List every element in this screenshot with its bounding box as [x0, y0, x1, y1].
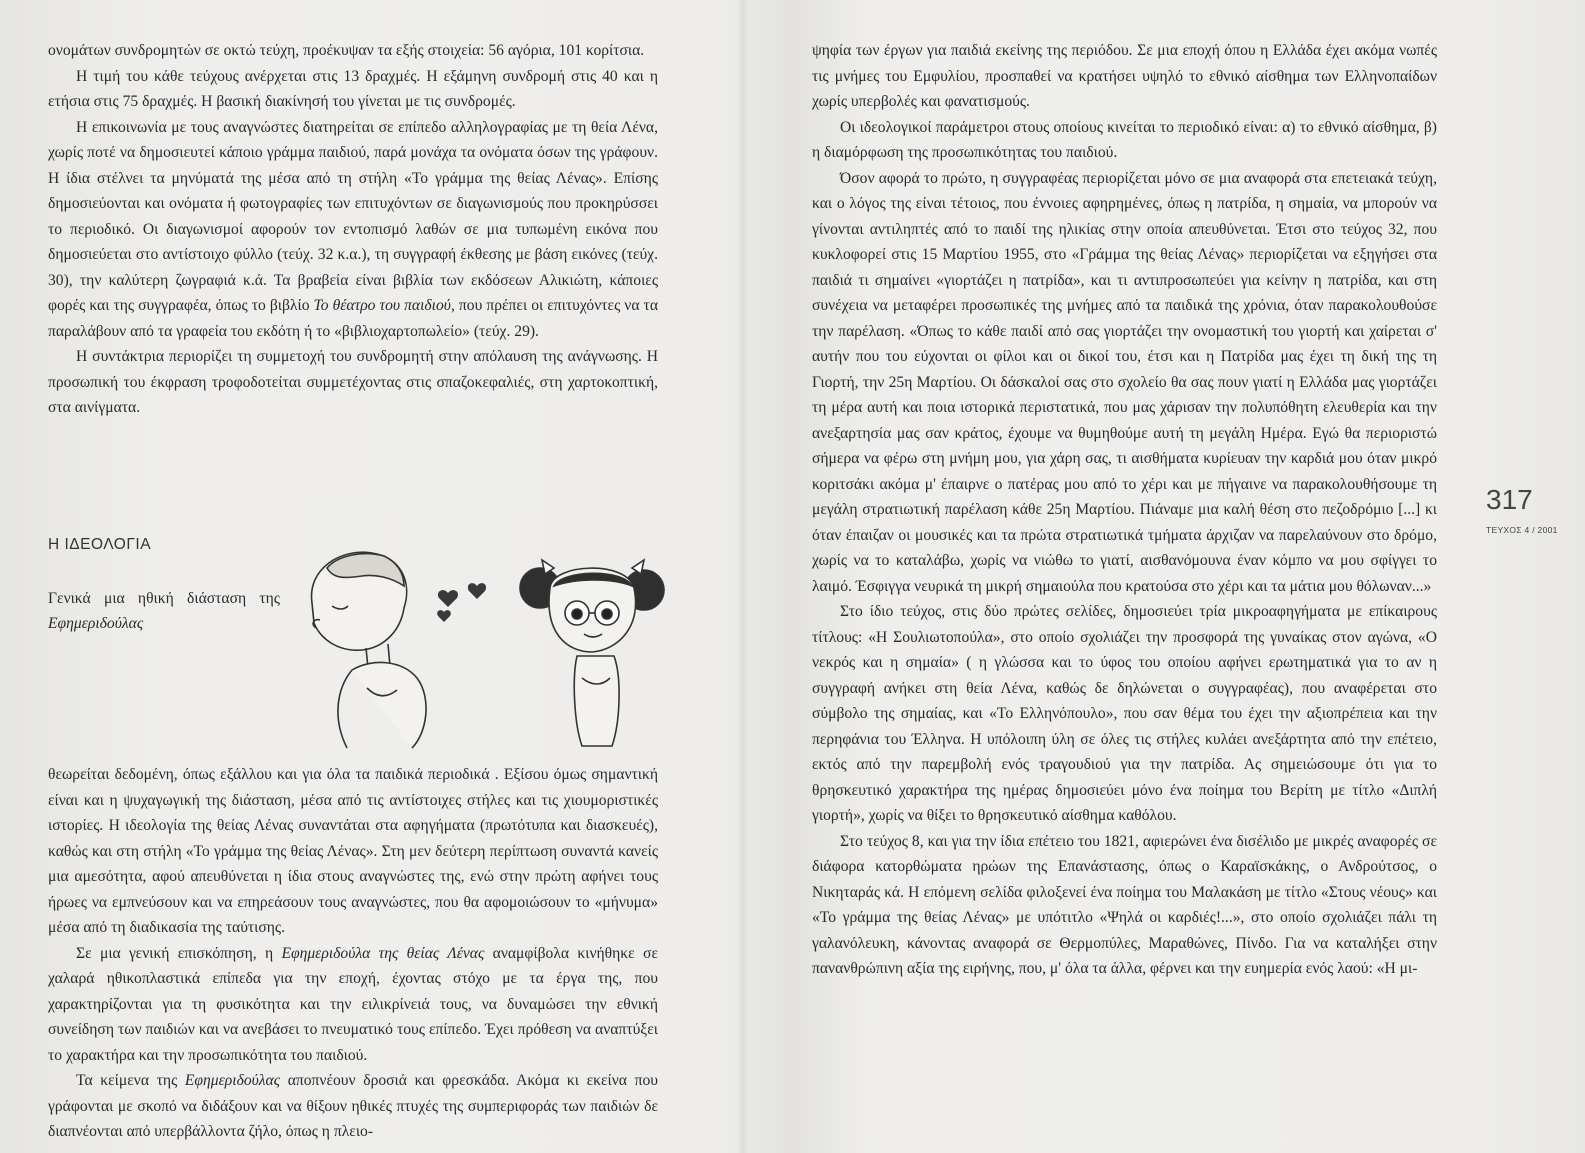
paragraph-continued: θεωρείται δεδομένη, όπως εξάλλου και για όλα τα παιδικά περιοδικά . Εξίσου όμως σημαντική είναι και η ψυχαγωγική της διάσταση, μέσα από τις αντίστοιχες στήλες και τις χιουμοριστικές ιστορίες. Η ιδεολογία της θείας Λένας συναντάται στα αφηγήματα (πρωτότυπα και διασκευές), καθώς και στη στήλη «Το γράμμα της θείας Λένας». Στη μεν δεύτερη περίπτωση συναντά κανείς μια αμεσότητα, αφού απευθύνεται η ίδια στους αναγνώστες της, ενώ στην πρώτη αφήνει τους ήρωες να εμπνεύσουν και να επηρεάσουν τους αναγνώστες, που θα αφομοιώσουν το «μήνυμα» μέσα από τη διαδικασία της ταύτισης.	[48, 766, 658, 936]
paragraph: Η τιμή του κάθε τεύχους ανέρχεται στις 13 δραχμές. Η εξάμηνη συνδρομή στις 40 και η ετήσια στις 75 δραχμές. Η βασική διακίνησή του γίνεται με τις συνδρομές.	[48, 67, 658, 110]
paragraph: ψηφία των έργων για παιδιά εκείνης της περιόδου. Σε μια εποχή όπου η Ελλάδα έχει ακόμα νωπές τις μνήμες του Εμφυλίου, προσπαθεί να κρατήσει υψηλό το εθνικό αίσθημα των Ελληνοπαίδων χωρίς υπερβολές και φανατισμούς.	[812, 42, 1437, 110]
right-column	[812, 38, 1437, 982]
boy-figure	[312, 552, 427, 748]
page-number: 317	[1486, 484, 1533, 515]
section-heading: Η ΙΔΕΟΛΟΓΙΑ	[48, 536, 152, 553]
paragraph: Η επικοινωνία με τους αναγνώστες διατηρείται σε επίπεδο αλληλογραφίας με τη θεία Λένα, χωρίς ποτέ να δημοσιευτεί κάποιο γράμμα παιδιού, παρά μονάχα τα ονόματα όσων της γράφουν. Η ίδια στέλνει τα μηνύματά της μέσα από τη στήλη «Το γράμμα της θείας Λένας». Επίσης δημοσιεύονται και ονόματα ή φωτογραφίες των επιτυχόντων σε διαγωνισμούς που προκηρύσσει το περιοδικό. Οι διαγωνισμοί αφορούν τον εντοπισμό λαθών σε μια τυπωμένη εικόνα που δημοσιεύεται στο αντίστοιχο φύλλο (τεύχ. 32 κ.α.), τη συγγραφή έκθεσης με βάση εικόνες (τεύχ. 30), την καλύτερη ζωγραφιά κ.ά. Τα βραβεία είναι βιβλία των εκδόσεων Αλικιώτη, κάποιες φορές και της συγγραφέα, όπως το βιβλίο Το θέατρο του παιδιού, που πρέπει οι επιτυχόντες να τα παραλάβουν από τα γραφεία του εκδότη ή το «βιβλιοχαρτοπωλείο» (τεύχ. 29).	[48, 118, 658, 340]
paragraph: ονομάτων συνδρομητών σε οκτώ τεύχη, προέκυψαν τα εξής στοιχεία: 56 αγόρια, 101 κορίτσια.	[48, 42, 645, 59]
left-column-top	[48, 38, 658, 421]
left-column-wrapped	[48, 586, 280, 636]
hearts	[437, 583, 486, 622]
issue-label: ΤΕΥΧΟΣ 4 / 2001	[1486, 525, 1558, 535]
paragraph: Η συντάκτρια περιορίζει τη συμμετοχή του συνδρομητή στην απόλαυση της ανάγνωσης. Η προσωπική του έκφραση τροφοδοτείται συμμετέχοντας στις σπαζοκεφαλιές, στη χαρτοκοπτική, στα αινίγματα.	[48, 348, 658, 416]
left-column-bottom	[48, 762, 658, 1145]
paragraph: Σε μια γενική επισκόπηση, η Εφημεριδούλα της θείας Λένας αναμφίβολα κινήθηκε σε χαλαρά ηθικοπλαστικά επίπεδα για την εποχή, έχοντας στόχο με τα έργα της, που χαρακτηρίζονται για τη φυσικότητα και την ειλικρίνειά τους, να δυναμώσει την εθνική συνείδηση των παιδιών και να ανεβάσει το πνευματικό τους επίπεδο. Έχει πρόθεση να αναπτύξει το χαρακτήρα και την προσωπικότητα του παιδιού.	[48, 944, 658, 1064]
paragraph: Τα κείμενα της Εφημεριδούλας αποπνέουν δροσιά και φρεσκάδα. Ακόμα κι εκείνα που γράφονται με σκοπό να διδάξουν και να θίξουν ηθικές πτυχές της συμπεριφοράς των παιδιών δε διαπνέονται από υπερβάλλοντα ζήλο, όπως η πλειο-	[48, 1072, 658, 1140]
paragraph: Στο τεύχος 8, και για την ίδια επέτειο του 1821, αφιερώνει ένα δισέλιδο με μικρές αναφορές σε διάφορα κατορθώματα ηρώων της Επανάστασης, όπως ο Καραϊσκάκης, ο Ανδρούτσος, ο Νικηταράς κά. Η επόμενη σελίδα φιλοξενεί ένα ποίημα του Μαλακάση με τίτλο «Στους νέους» και «Το γράμμα της θείας Λένας» με υπότιτλο «Ψηλά οι καρδιές!...», στο οποίο σχολιάζει πάλι τη γαλανόλευκη, κάνοντας αναφορά σε Θερμοπύλες, Μαραθώνες, Πίνδο. Για να καταλήξει στην πανανθρώπινη αξία της ειρήνης, που, μ' όλα τα άλλα, φέρνει και την ευημερία ενός λαού: «Η μι-	[812, 832, 1437, 977]
girl-figure	[520, 560, 664, 746]
paragraph: Στο ίδιο τεύχος, στις δύο πρώτες σελίδες, δημοσιεύει τρία μικροαφηγήματα με επίκαιρους τίτλους: «Η Σουλιωτοπούλα», στο οποίο σχολιάζει την προσφορά της γυναίκας στον αγώνα, «Ο νεκρός και η σημαία» ( η γλώσσα και το ύφος του οποίου αφήνει ερωτηματικά για το αν η συγγραφή ανήκει στη θεία Λένα, καθώς δε δηλώνεται ο συγγραφέας), που αναφέρεται στο σύμβολο της σημαίας, και «Το Ελληνόπουλο», που σαν θέμα του έχει την αξιοπρέπεια και την περηφάνια του Έλληνα. Η υπόλοιπη ύλη σε όλες τις στήλες κυλάει ανεξάρτητα από την επέτειο, εκτός από την παρεμβολή ενός τραγουδιού για την πατρίδα. Ας σημειώσουμε ότι για το θρησκευτικό χαρακτήρα της ημέρας δημοσιεύει μόνο ένα ποίημα του Βερίτη με τίτλο «Διπλή γιορτή», χωρίς να θίξει το θρησκευτικό αίσθημα καθόλου.	[812, 603, 1437, 824]
paragraph: Όσον αφορά το πρώτο, η συγγραφέας περιορίζεται μόνο σε μια αναφορά στα επετειακά τεύχη, και ο λόγος της είναι τέτοιος, που έννοιες αφηρημένες, όπως η πατρίδα, η σημαία, να μπορούν να γίνονται αντιληπτές από το παιδί της ηλικίας στην οποία απευθύνεται. Έτσι στο τεύχος 32, που κυκλοφορεί στις 15 Μαρτίου 1955, στο «Γράμμα της θείας Λένας» περιορίζεται να εξηγήσει στα παιδιά τι σημαίνει «γιορτάζει η πατρίδα», και τι αντιπροσωπεύει για κείνην η πατρίδα, και στη συνέχεια να μεταφέρει προσωπικές της μνήμες από τα παιδικά της χρόνια, όταν παρακολουθούσε την παρέλαση. «Όπως το κάθε παιδί από σας γιορτάζει την ονομαστική του γιορτή και χαίρεται σ' αυτήν που του εύχονται οι φίλοι και οι δικοί του, έτσι και η Πατρίδα μας έχει τη δική της τη Γιορτή, την 25η Μαρτίου. Οι δάσκαλοί σας στο σχολείο θα σας πουν γιατί η Ελλάδα μας γιορτάζει τη μέρα αυτή και ποια ιστορικά περιστατικά, που μας χάρισαν την πολυπόθητη ελευθερία και την ανεξαρτησία μας σαν κράτος, έχουμε να θυμηθούμε αυτή τη μεγάλη Ημέρα. Εγώ θα περιοριστώ σήμερα να φέρω στη μνήμη μου, για χάρη σας, τι αισθήματα κυρίευαν την καρδιά μου όταν μικρό κοριτσάκι ακόμα μ' έπαιρνε ο πατέρας μου από το χέρι και με πήγαινε να παρακολουθήσουμε τη μεγάλη στρατιωτική παρέλαση κάθε 25η Μαρτίου. Πιάναμε μια καλή θέση στο πεζοδρόμιο [...] κι όταν έπαιζαν οι μουσικές και τα πρώτα στρατιωτικά τμήματα άρχιζαν να παρελαύνουν στο δρόμο, χωρίς να το καταλάβω, χωρίς να νιώθω το γιατί, αισθανόμουνα έναν κόμπο να μου σφίγγει το λαιμό. Έσφιγγα νευρικά τη μικρή σημαιούλα που κρατούσα στο χέρι και τα μάτια μου θόλωναν...»	[812, 169, 1437, 595]
paragraph-wrapped-start: Γενικά μια ηθική διάσταση της Εφημεριδούλας	[48, 590, 280, 633]
paragraph: Οι ιδεολογικοί παράμετροι στους οποίους κινείται το περιοδικό είναι: α) το εθνικό αίσθημα, β) η διαμόρφωση της προσωπικότητας του παιδιού.	[812, 118, 1437, 161]
illustration-boy-and-girl	[292, 548, 692, 758]
book-gutter	[738, 0, 748, 1153]
